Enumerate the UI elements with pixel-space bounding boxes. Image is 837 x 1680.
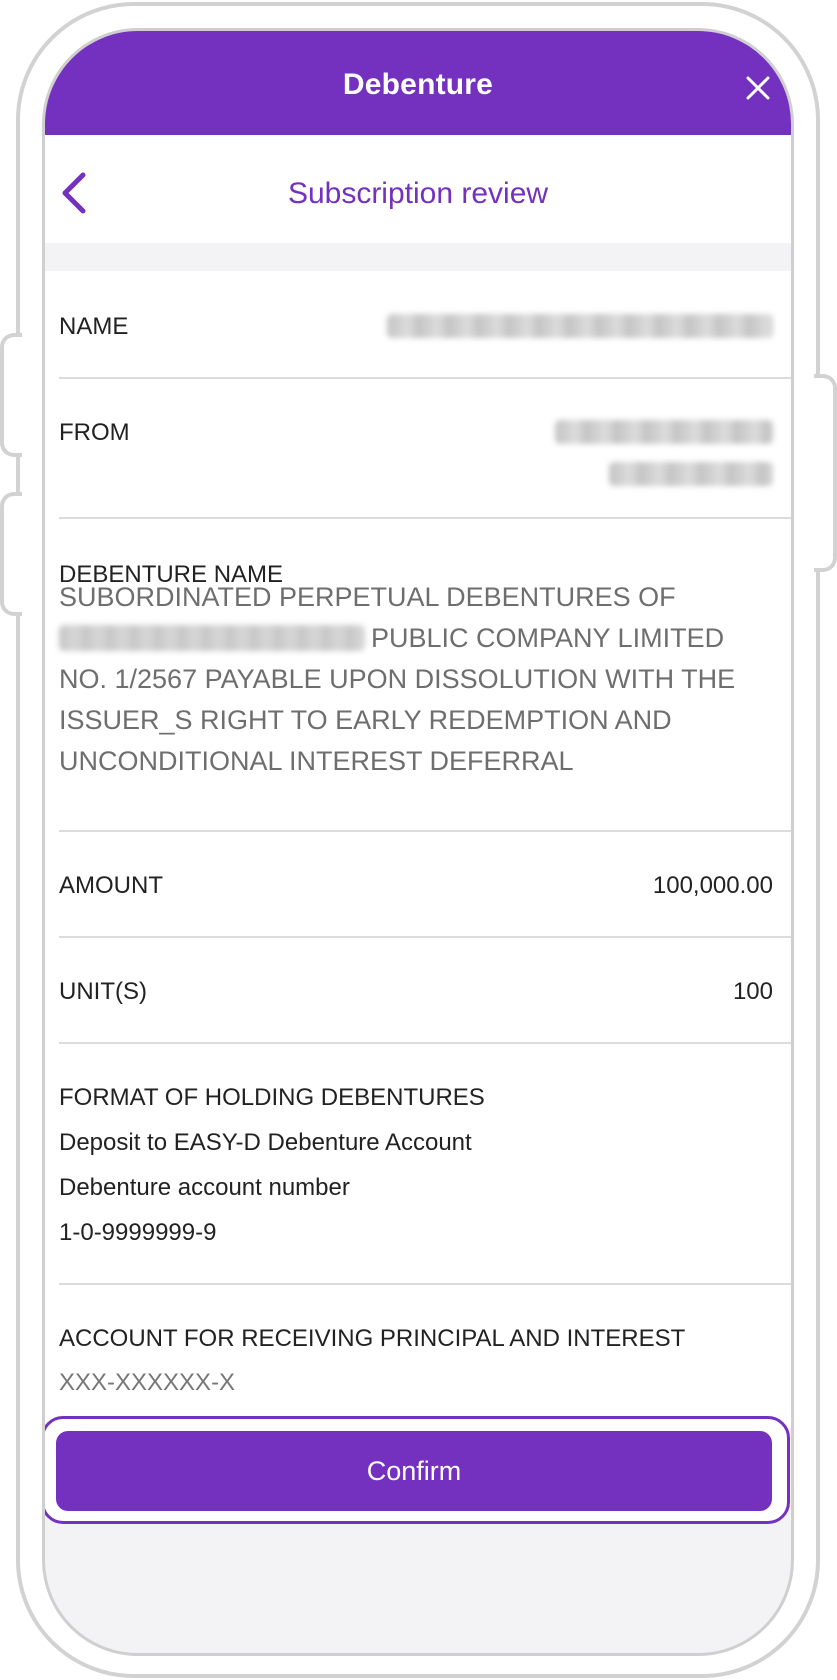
amount-label: AMOUNT bbox=[59, 872, 163, 899]
from-account-number-redacted bbox=[609, 462, 773, 486]
confirm-button-highlight bbox=[42, 1416, 790, 1524]
sub-header bbox=[45, 135, 791, 243]
format-row bbox=[59, 1044, 791, 1285]
volume-up-button bbox=[0, 333, 22, 457]
debenture-name-row bbox=[59, 519, 791, 832]
from-account-name-redacted bbox=[555, 420, 773, 444]
debenture-name-line: UNCONDITIONAL INTEREST DEFERRAL bbox=[59, 746, 574, 776]
power-button bbox=[814, 374, 837, 572]
deposit-method: Deposit to EASY-D Debenture Account bbox=[59, 1129, 472, 1156]
name-row bbox=[59, 271, 791, 379]
page-title: Debenture bbox=[342, 68, 494, 101]
name-label: NAME bbox=[59, 313, 129, 340]
debenture-account-number: 1-0-9999999-9 bbox=[59, 1219, 217, 1246]
debenture-account-label: Debenture account number bbox=[59, 1174, 350, 1201]
confirm-button[interactable]: Confirm bbox=[56, 1431, 772, 1511]
format-label: FORMAT OF HOLDING DEBENTURES bbox=[59, 1084, 485, 1111]
phone-screen bbox=[42, 28, 794, 1656]
from-label: FROM bbox=[59, 419, 130, 446]
company-name-redacted bbox=[59, 625, 365, 651]
volume-down-button bbox=[0, 492, 22, 616]
debenture-name-line: ISSUER_S RIGHT TO EARLY REDEMPTION AND bbox=[59, 705, 672, 735]
close-icon[interactable] bbox=[745, 75, 771, 101]
subscription-review-title: Subscription review bbox=[287, 177, 549, 210]
debenture-name-label: DEBENTURE NAME bbox=[59, 561, 284, 588]
units-label: UNIT(S) bbox=[59, 978, 147, 1005]
receiving-account-value: XXX-XXXXXX-X bbox=[59, 1369, 236, 1396]
receiving-account-label: ACCOUNT FOR RECEIVING PRINCIPAL AND INTEREST bbox=[59, 1325, 686, 1352]
amount-value: 100,000.00 bbox=[652, 872, 773, 899]
from-row bbox=[59, 379, 791, 519]
receiving-account-row bbox=[59, 1285, 791, 1428]
top-bar bbox=[45, 31, 791, 135]
amount-row bbox=[59, 832, 791, 938]
debenture-name-value bbox=[59, 577, 759, 782]
review-content bbox=[45, 271, 791, 1428]
debenture-name-line: PUBLIC COMPANY LIMITED bbox=[59, 618, 759, 659]
units-value: 100 bbox=[732, 978, 773, 1005]
name-value-redacted bbox=[387, 314, 773, 338]
debenture-name-line: NO. 1/2567 PAYABLE UPON DISSOLUTION WITH THE bbox=[59, 664, 736, 694]
debenture-name-line: SUBORDINATED PERPETUAL DEBENTURES OF bbox=[59, 582, 676, 612]
units-row bbox=[59, 938, 791, 1044]
